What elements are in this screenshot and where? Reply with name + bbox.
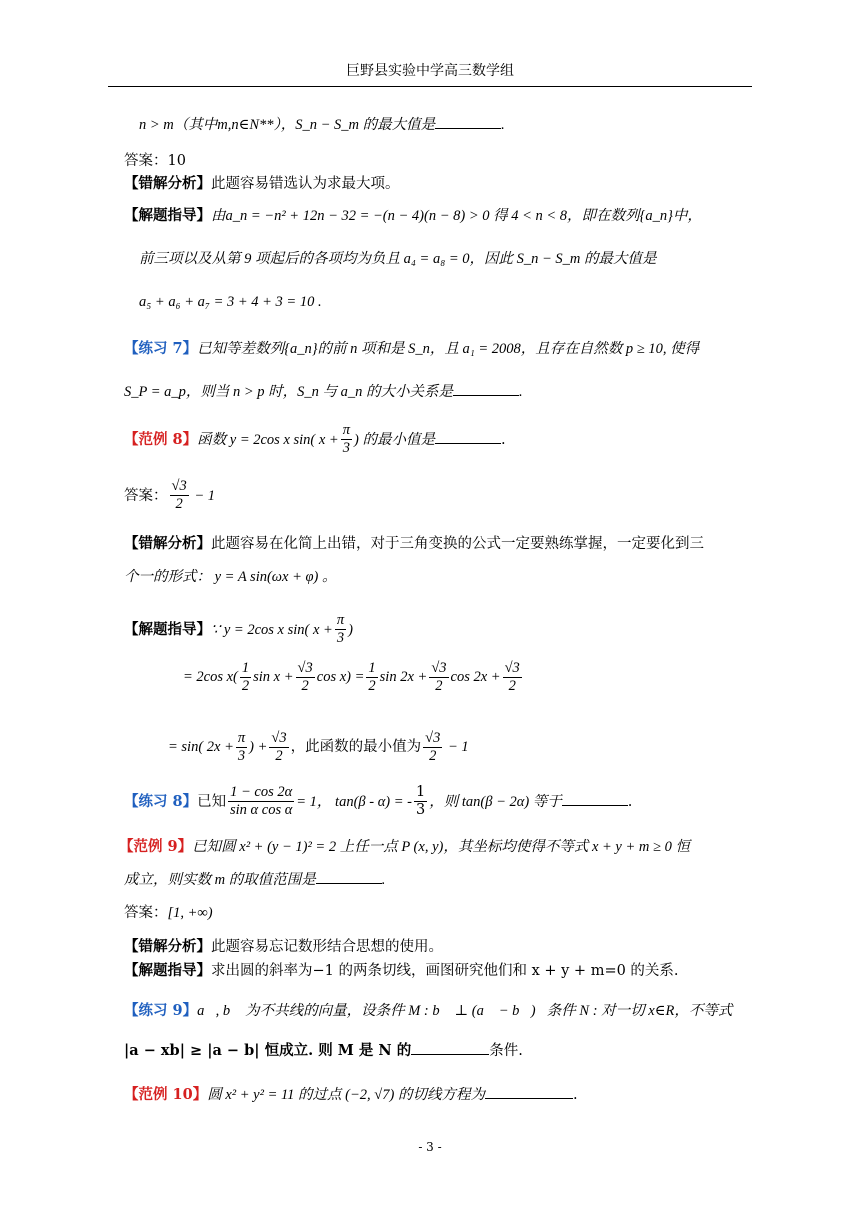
answer-value: [1, +∞) xyxy=(167,905,213,921)
fraction-pi-3 xyxy=(335,612,346,648)
example-tag: 【范例 10】 xyxy=(124,1086,208,1103)
fraction-sqrt3-2 xyxy=(269,730,288,766)
text: 已知等差数列{a_n}的前 n 项和是 S_n，且 a₁ = 2008，且存在自然数 p ≥ 10, 使得 xyxy=(197,341,700,357)
close-paren: ) xyxy=(348,621,353,638)
numerator: √3 xyxy=(269,730,288,748)
section-tag: 【解题指导】 xyxy=(124,207,211,224)
line-13 xyxy=(124,612,353,648)
exercise-tag: 【练习 7】 xyxy=(124,340,198,357)
text-mid: ) + xyxy=(249,739,268,756)
page-header: 巨野县实验中学高三数学组 xyxy=(346,63,514,79)
text-mid2: cos x) = xyxy=(316,669,365,686)
line-23 xyxy=(124,1042,523,1061)
numerator: 1 xyxy=(414,784,427,802)
numerator: π xyxy=(341,422,352,440)
fraction-pi-3 xyxy=(236,730,247,766)
line-19 xyxy=(124,904,213,923)
text-cn: ，此函数的最小值为 xyxy=(290,739,422,756)
text-pre: 已知 xyxy=(197,793,227,810)
numerator: √3 xyxy=(503,660,522,678)
fraction-cos-sin xyxy=(228,784,294,820)
numerator: π xyxy=(335,612,346,630)
line-15 xyxy=(168,730,469,766)
denominator: 2 xyxy=(368,678,376,695)
section-tag: 【错解分析】 xyxy=(124,175,211,192)
text-pre: = sin( 2x + xyxy=(168,739,234,756)
dot: . xyxy=(381,872,386,888)
text-post: ，则 tan(β − 2α) 等于 xyxy=(429,793,562,810)
line-7 xyxy=(124,340,699,359)
text-pre: = 2cos x( xyxy=(183,669,238,686)
denominator: 2 xyxy=(175,496,183,513)
answer-blank xyxy=(562,793,628,806)
text-post: ) 的最小值是 xyxy=(354,431,435,448)
denominator: 3 xyxy=(416,802,426,819)
answer-blank xyxy=(453,383,519,396)
section-tag: 【错解分析】 xyxy=(124,938,211,955)
line-22 xyxy=(124,1002,732,1021)
line-11 xyxy=(124,535,704,554)
minus-one: − 1 xyxy=(190,487,216,504)
text: 个一的形式： y = A sin(ωx + φ) 。 xyxy=(124,569,337,585)
fraction-1-3 xyxy=(414,784,427,820)
numerator: 1 xyxy=(240,660,251,678)
fraction-sqrt3-2 xyxy=(503,660,522,696)
text: |a − xb| ≥ |a − b| 恒成立. 则 M 是 N 的 xyxy=(124,1042,412,1059)
line-12 xyxy=(124,568,337,587)
denominator: 3 xyxy=(336,630,345,647)
denominator: 3 xyxy=(342,440,350,457)
denominator: 2 xyxy=(429,748,437,765)
text: 求出圆的斜率为−1 的两条切线，画图研究他们和 x + y + m=0 的关系. xyxy=(211,963,679,979)
line-10 xyxy=(124,478,215,514)
line-5 xyxy=(139,250,657,269)
line-3 xyxy=(124,175,400,194)
text: S_P = a_p，则当 n > p 时，S_n 与 a_n 的大小关系是 xyxy=(124,384,454,400)
text-pre: ∵ y = 2cos x sin( x + xyxy=(211,621,333,638)
dot: . xyxy=(519,384,523,400)
denominator: 2 xyxy=(275,748,283,765)
line-1 xyxy=(139,116,505,135)
answer-blank xyxy=(435,116,501,129)
text: 圆 x² + y² = 11 的过点 (−2, √7) 的切线方程为 xyxy=(207,1087,485,1103)
dot: . xyxy=(627,793,633,810)
dot: . xyxy=(572,1087,578,1103)
fraction-pi-3 xyxy=(341,422,352,458)
line-24 xyxy=(124,1086,578,1105)
line-18 xyxy=(124,871,385,890)
text: 前三项以及从第 9 项起后的各项均为负且 a₄ = a₈ = 0，因此 S_n − S_m 的最大值是 xyxy=(139,251,657,267)
line-20 xyxy=(124,938,443,957)
denominator: 2 xyxy=(435,678,443,695)
section-tag: 【错解分析】 xyxy=(124,535,211,552)
denominator: 2 xyxy=(241,678,250,695)
line-21 xyxy=(124,962,679,981)
line-9 xyxy=(124,422,506,458)
answer-blank xyxy=(485,1086,573,1099)
exercise-tag: 【练习 9】 xyxy=(124,1002,198,1019)
denominator: 2 xyxy=(508,678,516,695)
numerator: √3 xyxy=(429,660,448,678)
example-tag: 【范例 9】 xyxy=(119,838,193,855)
text-post: 条件. xyxy=(489,1043,523,1059)
fraction-1-2 xyxy=(240,660,251,696)
denominator: 3 xyxy=(237,748,246,765)
dot: . xyxy=(501,117,505,133)
answer-label: 答案： xyxy=(124,905,168,921)
text: 此题容易错选认为求最大项。 xyxy=(211,176,400,192)
fraction-sqrt3-2 xyxy=(170,478,189,514)
denominator: 2 xyxy=(301,678,309,695)
fraction-sqrt3-2 xyxy=(296,660,315,696)
section-tag: 【解题指导】 xyxy=(124,620,211,638)
page-number: - 3 - xyxy=(418,1140,442,1154)
minus-one: − 1 xyxy=(444,739,469,756)
text: 已知圆 x² + (y − 1)² = 2 上任一点 P (x, y)，其坐标均使得不等式 x + y + m ≥ 0 恒 xyxy=(192,839,690,855)
numerator: 1 − cos 2α xyxy=(228,784,294,802)
line-4 xyxy=(124,207,702,226)
denominator: sin α cos α xyxy=(230,802,293,819)
text-mid: = 1， tan(β - α) = - xyxy=(296,793,412,810)
fraction-sqrt3-2 xyxy=(429,660,448,696)
section-tag: 【解题指导】 xyxy=(124,962,211,979)
header-rule xyxy=(108,86,752,87)
text-mid4: cos 2x + xyxy=(450,669,501,686)
fraction-1-2 xyxy=(366,660,377,696)
text: n > m（其中m,n∈N**），S_n − S_m 的最大值是 xyxy=(139,117,436,133)
answer-blank xyxy=(435,431,501,444)
text: 此题容易忘记数形结合思想的使用。 xyxy=(211,939,443,955)
text: a⃗, b⃗ 为不共线的向量，设条件 M : b⃗ ⊥ (a⃗ − b⃗)；条件 N : 对一切 x∈R，不等式 xyxy=(197,1003,733,1019)
answer-label: 答案： xyxy=(124,487,168,504)
line-6 xyxy=(139,293,322,312)
text-pre: 函数 y = 2cos x sin( x + xyxy=(197,431,339,448)
line-8 xyxy=(124,383,523,402)
numerator: 1 xyxy=(366,660,377,678)
line-2 xyxy=(124,152,186,171)
numerator: √3 xyxy=(170,478,189,496)
line-14 xyxy=(183,660,524,696)
answer-blank xyxy=(316,871,382,884)
text: 成立，则实数 m 的取值范围是 xyxy=(124,872,316,888)
line-16 xyxy=(124,784,632,820)
numerator: √3 xyxy=(296,660,315,678)
text: 由a_n = −n² + 12n − 32 = −(n − 4)(n − 8) > 0 得 4 < n < 8，即在数列{a_n}中， xyxy=(211,208,702,224)
answer-blank xyxy=(411,1042,489,1055)
text: a₅ + a₆ + a₇ = 3 + 4 + 3 = 10 . xyxy=(139,294,322,310)
example-tag: 【范例 8】 xyxy=(124,430,198,448)
answer-value: 10 xyxy=(167,153,186,169)
fraction-sqrt3-2 xyxy=(423,730,442,766)
text-mid3: sin 2x + xyxy=(379,669,428,686)
line-17 xyxy=(119,838,690,857)
numerator: π xyxy=(236,730,247,748)
exercise-tag: 【练习 8】 xyxy=(124,792,198,810)
numerator: √3 xyxy=(423,730,442,748)
dot: . xyxy=(500,431,506,448)
text: 此题容易在化简上出错，对于三角变换的公式一定要熟练掌握，一定要化到三 xyxy=(211,536,704,552)
answer-label: 答案： xyxy=(124,153,168,169)
text-mid1: sin x + xyxy=(253,669,294,686)
